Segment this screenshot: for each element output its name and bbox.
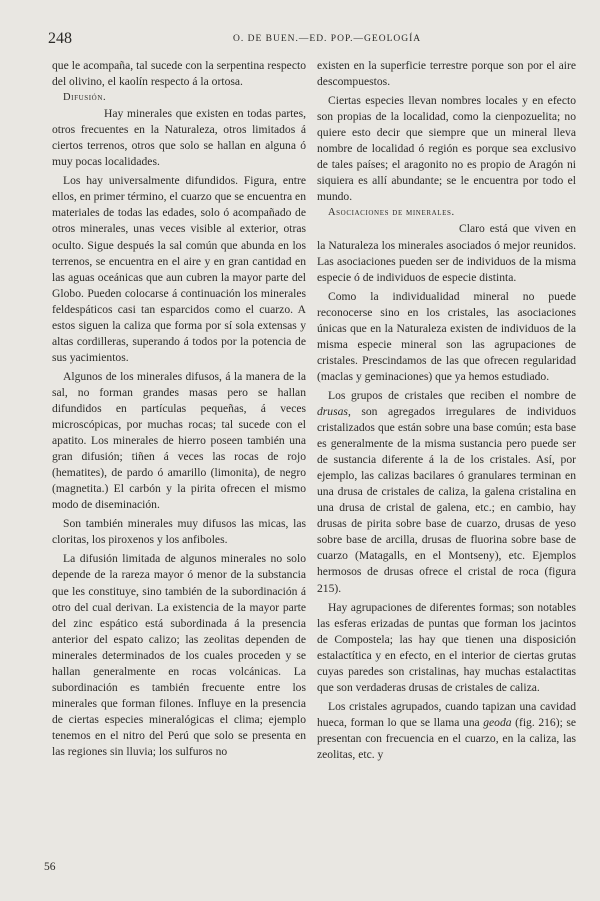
paragraph	[317, 388, 576, 597]
paragraph: Claro está que viven en la Naturaleza los minerales asociados ó mejor reunidos. Las asociaciones pueden ser de individuos de la misma especie ó de individuos de especie distinta.	[317, 222, 576, 284]
left-column	[52, 58, 306, 760]
page-header	[48, 30, 570, 48]
paragraph: existen en la superficie terrestre porque son por el aire descompuestos.	[317, 59, 576, 89]
paragraph: que le acompaña, tal sucede con la serpentina respecto del olivino, el kaolín respecto á la ortosa.	[52, 59, 306, 89]
section-heading-asociaciones: Asociaciones de minerales.	[328, 207, 455, 219]
page-number: 248	[48, 30, 72, 47]
paragraph: Los hay universalmente difundidos. Figura, entre ellos, en primer término, el cuarzo que se encuentra en materiales de todas las edades, solo ó acompañado de otros minerales, unas veces visible al exterior, otras oculto. Sigue después la sal común que abunda en los terrenos, se encuentra en el aire y en gran cantidad en las aguas oceánicas que aun cubren la mayor parte del Globo. Pueden colocarse á continuación los minerales feldespáticos casi tan esparcidos como el cuarzo. A estos siguen la caliza que forma por sí sola extensas y altas cordilleras, superando á todos por la potencia de sus yacimientos.	[52, 174, 306, 364]
term-drusas: drusas	[317, 404, 348, 418]
running-title: O. DE BUEN.—ED. POP.—GEOLOGÍA	[233, 34, 422, 44]
paragraph: Hay agrupaciones de diferentes formas; son notables las esferas erizadas de puntas que forman los jacintos de Compostela; las hay que tienen una disposición estalactítica y en efecto, en el interior de ciertas grutas cuyas paredes son cristalinas, hay muchas estalactitas que son verdaderas drusas de cristales de caliza.	[317, 600, 576, 694]
text-run: Los cristales agrupados, cuando tapizan una cavidad hueca, forman lo que se llama una	[317, 699, 576, 729]
text-run: Los grupos de cristales que reciben el nombre de	[328, 388, 576, 402]
paragraph: Ciertas especies llevan nombres locales y en efecto son propias de la localidad, como la cienpozuelita; no quiere esto decir que siempre que un mineral lleva nombre de localidad ó región es porque sea exclusivo de tales países; el aragonito no es propio de Aragón ni siquiera es allí abundante; se le encuentra por todo el mundo.	[317, 94, 576, 204]
right-column	[317, 58, 576, 763]
paragraph: Son también minerales muy difusos las micas, las cloritas, los piroxenos y los anfiboles.	[52, 517, 306, 547]
paragraph: Como la individualidad mineral no puede reconocerse sino en los cristales, las asociaciones únicas que en la Naturaleza existen de individuos de la misma especie mineral son las agrupaciones de cristales. Prescindamos de las que ofrecen regularidad (maclas y geminaciones) que ya hemos estudiado.	[317, 289, 576, 383]
text-run: (fig. 216); se presentan con frecuencia en el cuarzo, en la caliza, las zeolitas, etc. y	[317, 715, 576, 761]
paragraph	[317, 699, 576, 763]
paragraph: Algunos de los minerales difusos, á la manera de la sal, no forman grandes masas pero se hallan difundidos en partículas pequeñas, á veces microscópicas, por muchas rocas; tal sucede con el apatito. Los minerales de hierro poseen también una gran difusión; tiñen á veces las rocas de rojo (hematites), de pardo ó amarillo (limonita), de negro (magnetita.) El carbón y la pirita ofrecen el mismo modo de diseminación.	[52, 369, 306, 512]
paragraph: La difusión limitada de algunos minerales no solo depende de la rareza mayor ó menor de la substancia que les constituye, sino también de la subordinación á otro del cual derivan. La existencia de la mayor parte del zinc espático está subordinada á la presencia anterior del espato calizo; las zeolitas dependen de minerales determinados de los cuales proceden y se hallan generalmente en rocas volcánicas. La subordinación es también frecuente entre los minerales que forman filones. Influye en la presencia de ciertas especies mineralógicas el clima; ejemplo tenemos en el nitro del Perú que solo se presenta en las regiones sin lluvia; los sulfuros no	[52, 552, 306, 758]
paragraph: Hay minerales que existen en todas partes, otros frecuentes en la Naturaleza, otros limitados á ciertos terrenos, otros que solo se hallan en alguna ó muy pocas localidades.	[52, 107, 306, 169]
section-heading-difusion: Difusión.	[63, 92, 107, 104]
term-geoda: geoda	[483, 715, 512, 729]
text-run: , son agregados irregulares de individuos cristalizados que están sobre una base común; esta base es generalmente de la misma sustancia pero puede ser de sustancia diferente á la de los cristales. Así, por ejemplo, las calizas bacilares ó granulares terminan en una drusa de cristales de caliza, la galena cristalina en una drusa de cristal de galena, etc.; en cambio, hay drusas de pirita sobre base de cuarzo, drusas de yeso sobre base de arcilla, drusas de fluorina sobre base de cuarzo (Matagalls, en el Montseny), etc. Ejemplos hermosos de drusas ofrece el cristal de roca (figura 215).	[317, 404, 576, 595]
signature-mark: 56	[44, 861, 56, 873]
